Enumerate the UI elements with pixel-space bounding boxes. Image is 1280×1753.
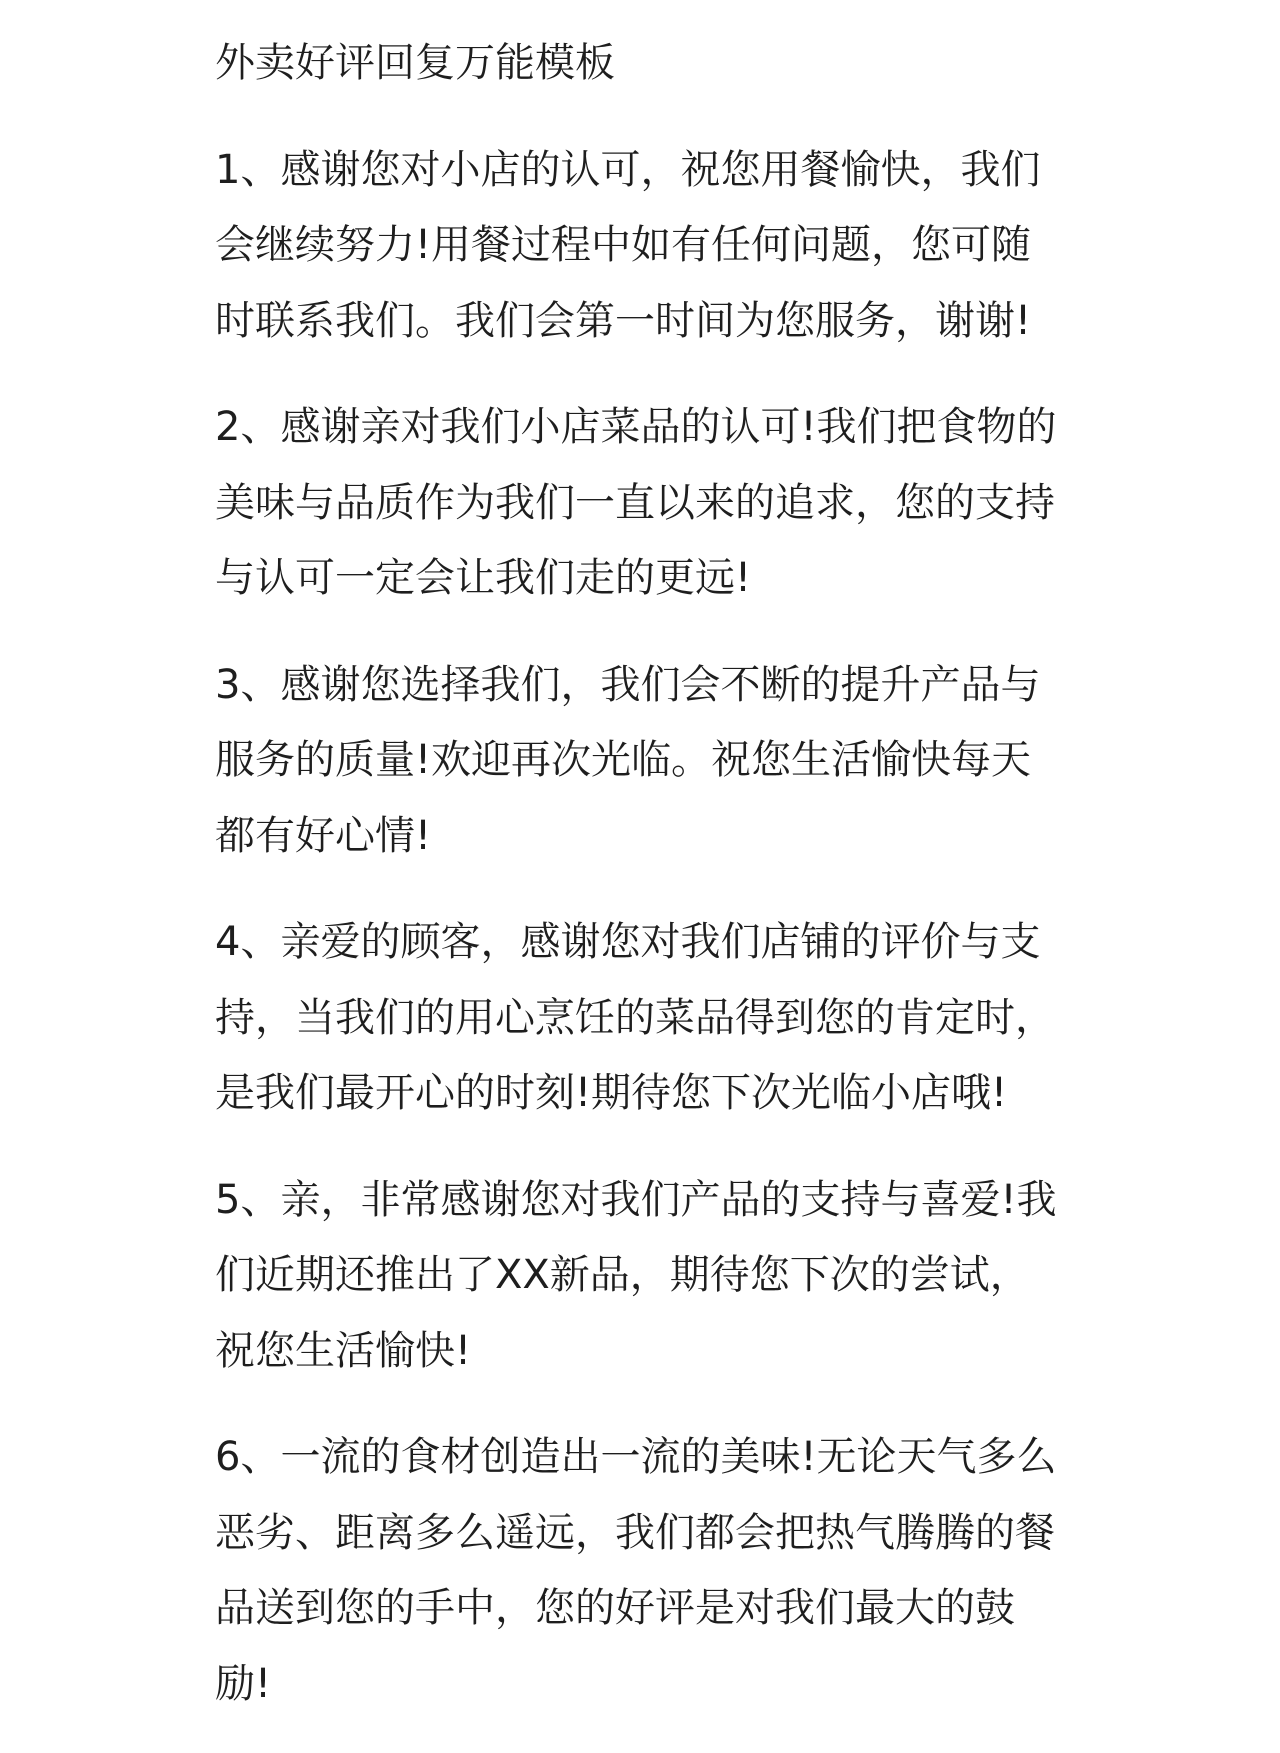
text-line: 品送到您的手中，您的好评是对我们最大的鼓: [215, 1585, 1015, 1631]
text-line: 3、感谢您选择我们，我们会不断的提升产品与: [215, 661, 1041, 708]
text-line: 持，当我们的用心烹饪的菜品得到您的肯定时，: [215, 994, 1055, 1041]
text-line: 美味与品质作为我们一直以来的追求，您的支持: [215, 479, 1055, 526]
text-line: 4、亲爱的顾客，感谢您对我们店铺的评价与支: [215, 919, 1041, 965]
reply-template-3: [215, 648, 1115, 875]
text-line: 5、亲，非常感谢您对我们产品的支持与喜爱!我: [215, 1176, 1057, 1223]
text-line: 服务的质量!欢迎再次光临。祝您生活愉快每天: [215, 737, 1032, 783]
reply-template-1: [215, 133, 1115, 360]
text-line: 恶劣、距离多么遥远，我们都会把热气腾腾的餐: [215, 1509, 1055, 1556]
reply-template-5: [215, 1163, 1115, 1390]
text-line: 是我们最开心的时刻!期待您下次光临小店哦!: [215, 1070, 1008, 1116]
text-line: 祝您生活愉快!: [215, 1327, 472, 1374]
text-line: 都有好心情!: [215, 812, 432, 859]
text-line: 励!: [215, 1660, 272, 1707]
text-line: 2、感谢亲对我们小店菜品的认可!我们把食物的: [215, 404, 1057, 450]
reply-template-6: [215, 1420, 1115, 1722]
document-title: [215, 26, 1115, 102]
reply-template-4: [215, 905, 1115, 1132]
text-line: 会继续努力!用餐过程中如有任何问题，您可随: [215, 222, 1032, 268]
text-line: 6、一流的食材创造出一流的美味!无论天气多么: [215, 1434, 1057, 1480]
text-line: 1、感谢您对小店的认可，祝您用餐愉快，我们: [215, 146, 1041, 193]
title-text: 外卖好评回复万能模板: [215, 40, 615, 86]
text-line: 与认可一定会让我们走的更远!: [215, 555, 752, 601]
text-line: 们近期还推出了XX新品，期待您下次的尝试，: [215, 1252, 1030, 1298]
text-line: 时联系我们。我们会第一时间为您服务，谢谢!: [215, 297, 1032, 344]
document: [215, 26, 1115, 1753]
reply-template-2: [215, 390, 1115, 617]
